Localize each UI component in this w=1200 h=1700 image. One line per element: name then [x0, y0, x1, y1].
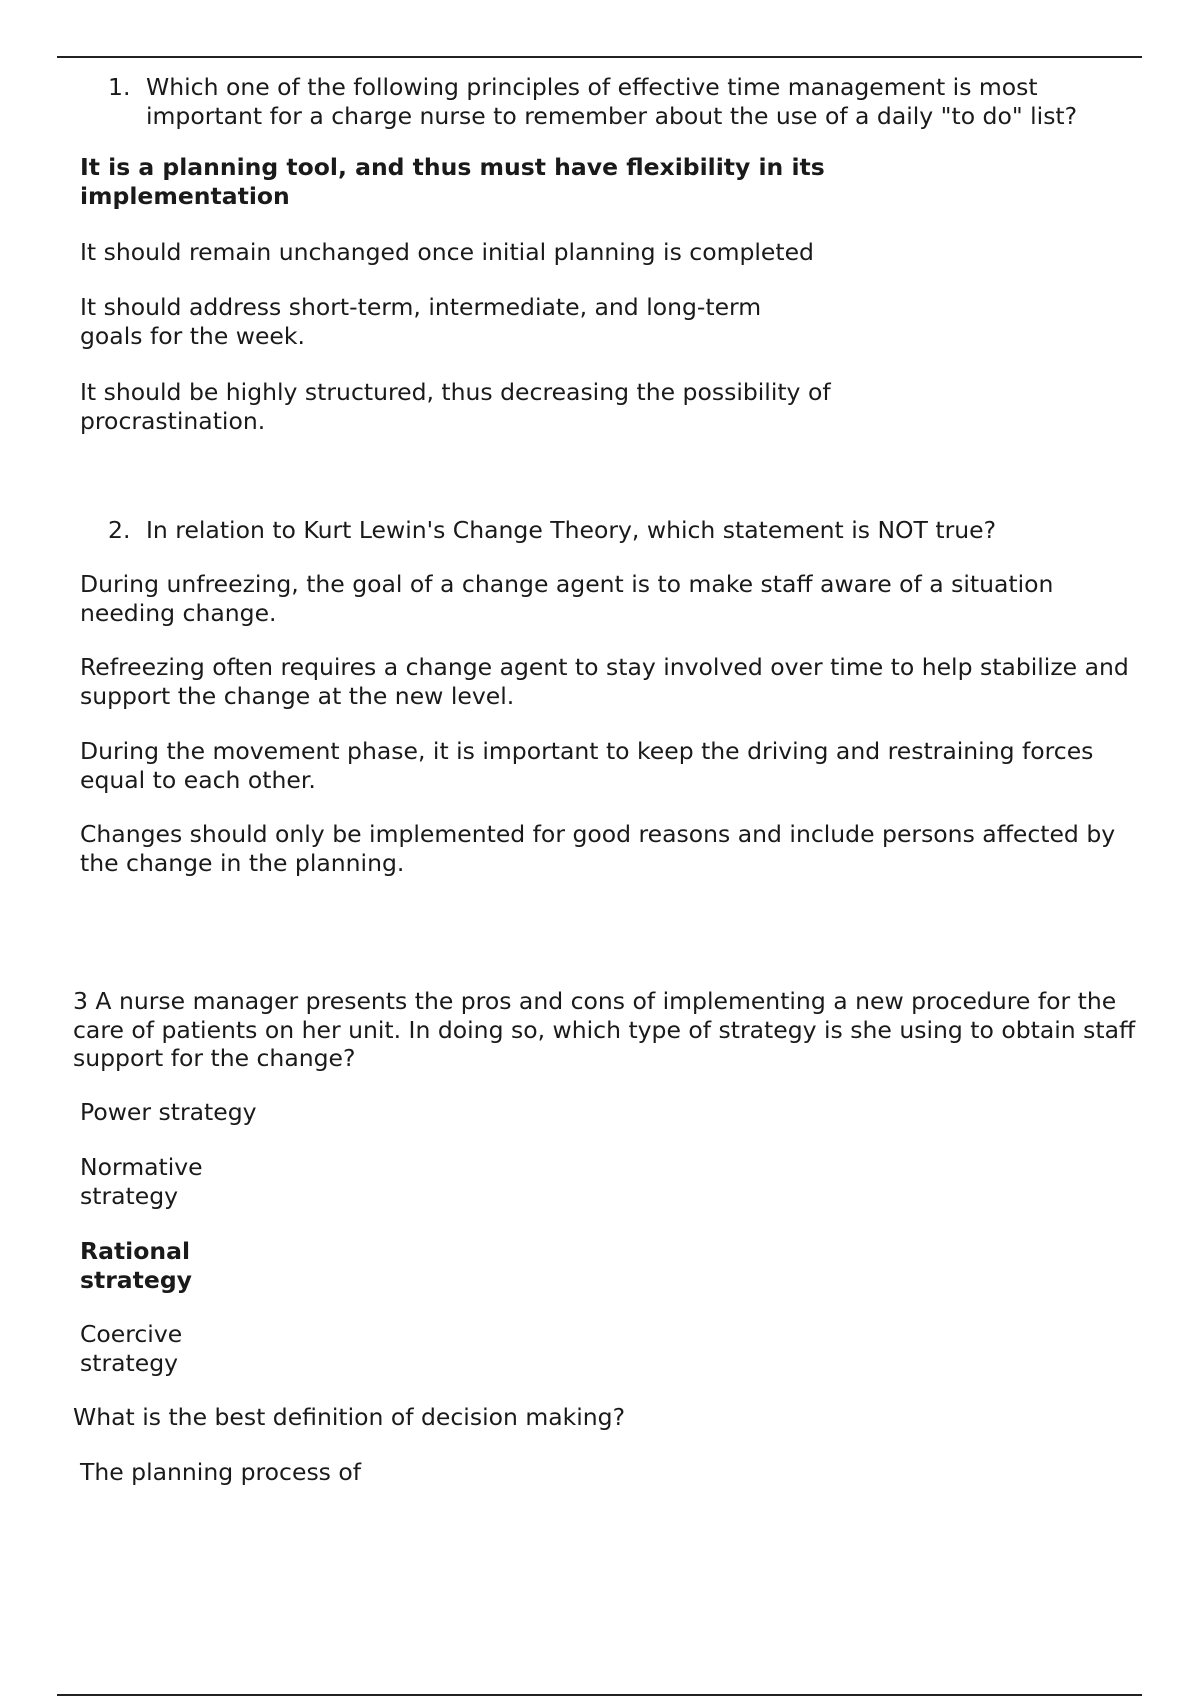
question-1-option-1: It is a planning tool, and thus must have flexibility in its implementation [80, 153, 825, 210]
question-2-option-4: Changes should only be implemented for good reasons and include persons affected by the change in the planning. [80, 820, 1116, 877]
question-2-option-3: During the movement phase, it is important to keep the driving and restraining forces equal to each other. [80, 737, 1094, 794]
question-2-option-1: During unfreezing, the goal of a change agent is to make staff aware of a situation needing change. [80, 570, 1054, 627]
question-1-option-3: It should address short-term, intermediate, and long-term goals for the week. [80, 293, 762, 350]
question-3 [73, 987, 1155, 1073]
top-rule [57, 56, 1142, 58]
question-2-option-2: Refreezing often requires a change agent to stay involved over time to help stabilize and support the change at the new level. [80, 653, 1129, 710]
question-1-number: 1. [108, 73, 131, 101]
question-1-text: Which one of the following principles of effective time management is most important for a charge nurse to remember about the use of a daily "to do" list? [146, 73, 1078, 130]
bottom-rule [57, 1694, 1142, 1696]
question-3-option-2: Normative strategy [80, 1153, 203, 1210]
question-2-text: In relation to Kurt Lewin's Change Theory, which statement is NOT true? [146, 516, 997, 544]
question-2-number: 2. [108, 516, 131, 544]
question-1-option-4: It should be highly structured, thus decreasing the possibility of procrastination. [80, 378, 831, 435]
question-3-option-1: Power strategy [80, 1098, 257, 1126]
question-3-option-4: Coercive strategy [80, 1320, 183, 1377]
question-3-option-3: Rational strategy [80, 1237, 192, 1294]
question-4-text: What is the best definition of decision making? [73, 1403, 626, 1431]
question-3-text: 3 A nurse manager presents the pros and cons of implementing a new procedure for the care of patients on her unit. In doing so, which type of strategy is she using to obtain staff support for the change? [73, 987, 1136, 1072]
question-4 [73, 1403, 1073, 1432]
question-1-option-2: It should remain unchanged once initial planning is completed [80, 238, 814, 266]
question-4-option-1: The planning process of [80, 1458, 362, 1486]
question-1 [108, 73, 1146, 130]
question-2 [108, 516, 1146, 545]
